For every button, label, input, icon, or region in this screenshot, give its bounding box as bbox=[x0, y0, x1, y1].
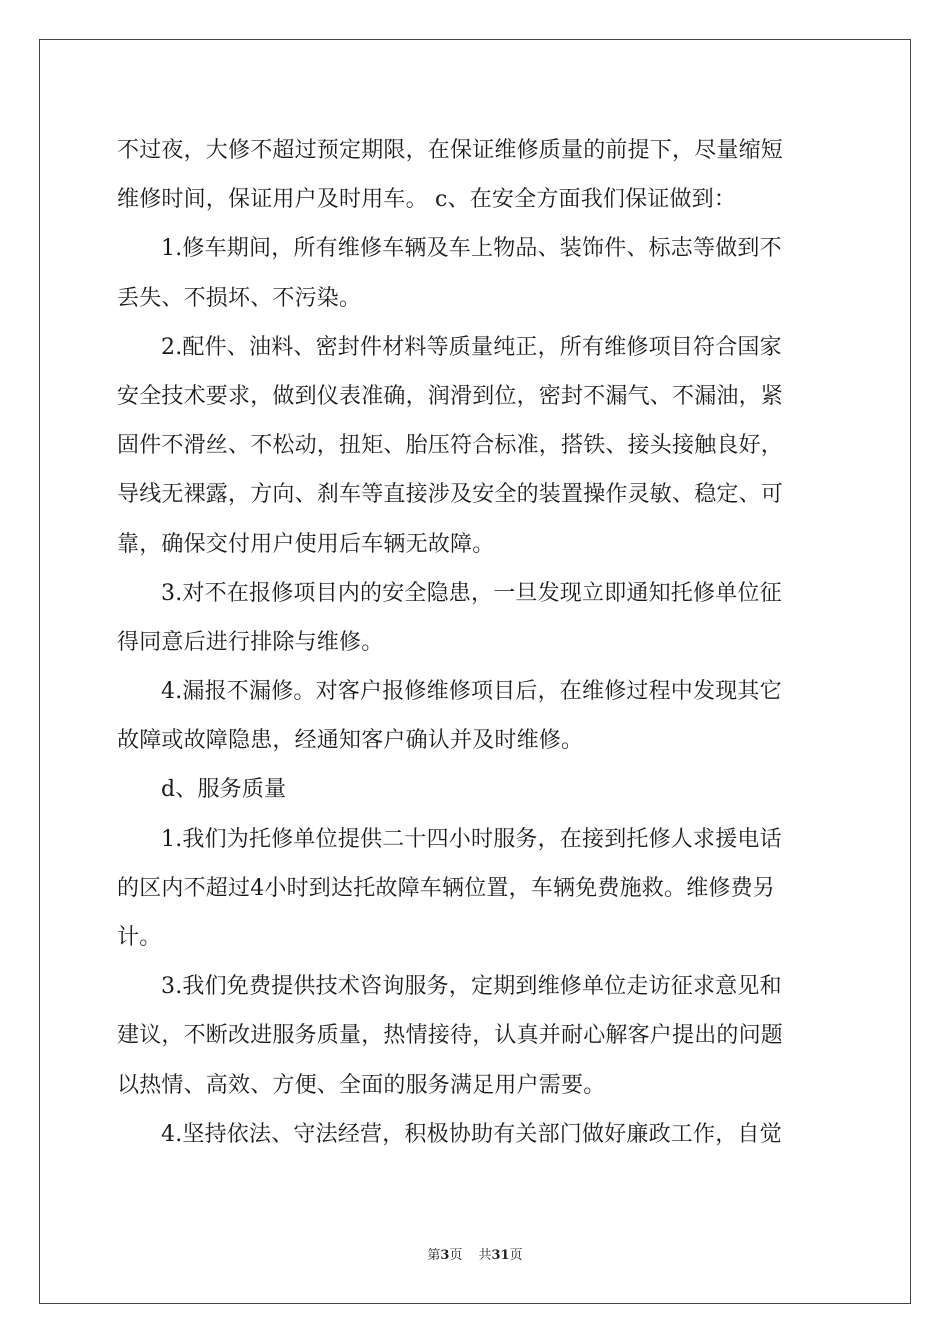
text-line: 建议，不断改进服务质量，热情接待，认真并耐心解客户提出的问题 bbox=[117, 1023, 784, 1049]
paragraph-start: 4.漏报不漏修。对客户报修维修项目后，在维修过程中发现其它 bbox=[161, 679, 782, 705]
text-line: 导线无裸露，方向、刹车等直接涉及安全的装置操作灵敏、稳定、可 bbox=[117, 482, 784, 508]
text-line: 丢失、不损坏、不污染。 bbox=[117, 285, 362, 311]
page-footer bbox=[0, 1246, 950, 1266]
text-line: 靠，确保交付用户使用后车辆无故障。 bbox=[117, 531, 495, 557]
text-line: 的区内不超过4小时到达托故障车辆位置，车辆免费施救。维修费另 bbox=[117, 875, 775, 901]
text-line: 得同意后进行排除与维修。 bbox=[117, 629, 384, 655]
section-heading: d、服务质量 bbox=[161, 777, 287, 803]
paragraph-start: 1.修车期间，所有维修车辆及车上物品、装饰件、标志等做到不 bbox=[161, 236, 782, 262]
document-body bbox=[117, 126, 833, 1159]
paragraph-start: 1.我们为托修单位提供二十四小时服务，在接到托修人求援电话 bbox=[161, 826, 782, 852]
page-prefix: 第 bbox=[427, 1248, 441, 1263]
text-line: 计。 bbox=[117, 925, 162, 950]
paragraph-start: 3.我们免费提供技术咨询服务，定期到维修单位走访征求意见和 bbox=[161, 974, 782, 1000]
total-pages: 31 bbox=[491, 1248, 510, 1263]
total-suffix: 页 bbox=[509, 1248, 523, 1263]
text-line: 安全技术要求，做到仪表准确，润滑到位，密封不漏气、不漏油，紧 bbox=[117, 383, 784, 409]
paragraph-start: 2.配件、油料、密封件材料等质量纯正，所有维修项目符合国家 bbox=[161, 334, 782, 360]
text-line: 不过夜，大修不超过预定期限，在保证维修质量的前提下，尽量缩短 bbox=[117, 138, 784, 163]
paragraph-start: 4.坚持依法、守法经营，积极协助有关部门做好廉政工作，自觉 bbox=[161, 1121, 782, 1147]
paragraph-start: 3.对不在报修项目内的安全隐患，一旦发现立即通知托修单位征 bbox=[161, 580, 782, 606]
text-line: 固件不滑丝、不松动，扭矩、胎压符合标准，搭铁、接头接触良好， bbox=[117, 433, 784, 459]
page-suffix: 页 bbox=[449, 1248, 463, 1263]
text-line: 维修时间，保证用户及时用车。 c、在安全方面我们保证做到： bbox=[117, 187, 737, 213]
text-line: 故障或故障隐患，经通知客户确认并及时维修。 bbox=[117, 728, 584, 754]
page-number: 3 bbox=[440, 1248, 450, 1263]
total-prefix: 共 bbox=[478, 1248, 492, 1263]
text-line: 以热情、高效、方便、全面的服务满足用户需要。 bbox=[117, 1072, 606, 1098]
